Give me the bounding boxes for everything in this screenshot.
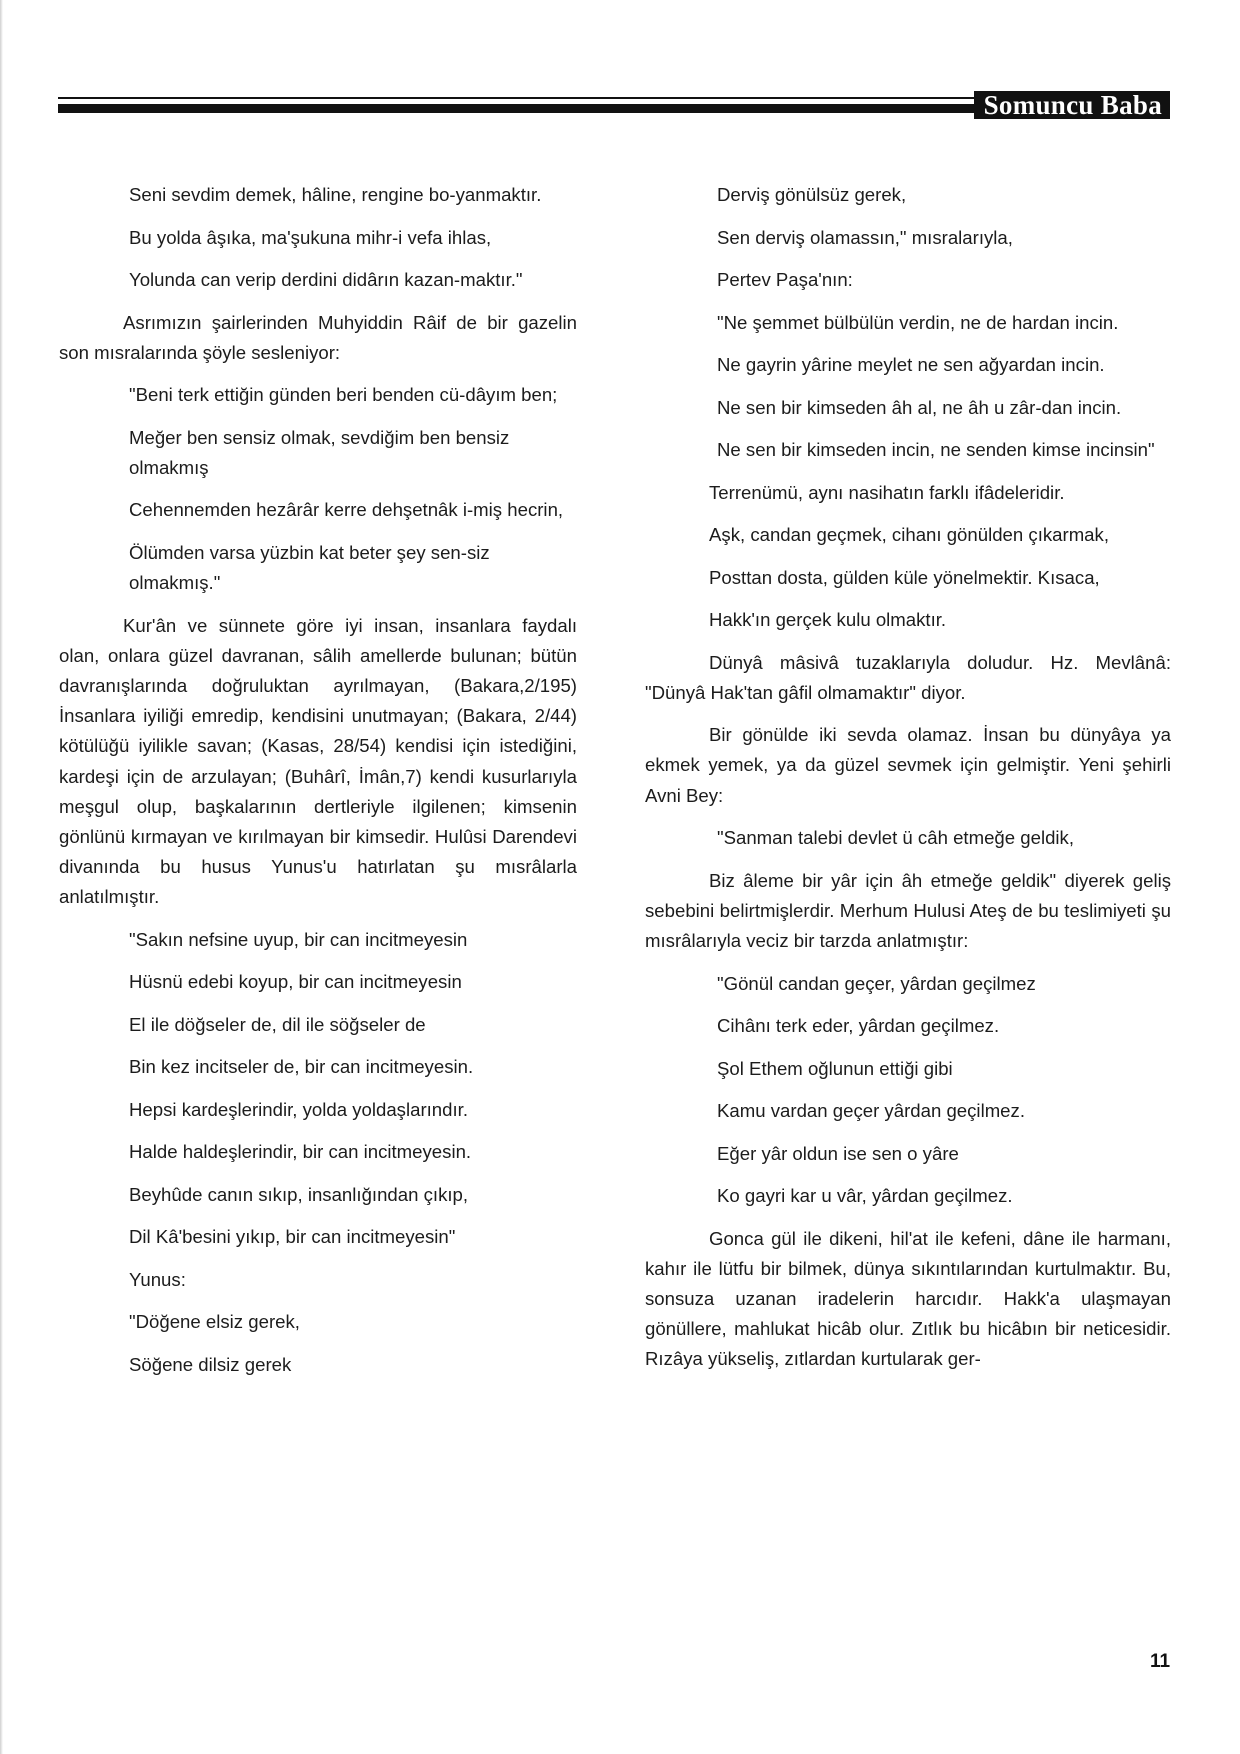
verse-line: Meğer ben sensiz olmak, sevdiğim ben bensiz olmakmış (129, 426, 510, 478)
verse-line: Ölümden varsa yüzbin kat beter şey sen-siz olmakmış." (129, 541, 490, 594)
paragraph: Posttan dosta, gülden küle yönelmektir. Kısaca, (709, 566, 1100, 588)
verse-line: Sen derviş olamassın," mısralarıyla, (717, 226, 1013, 248)
paragraph: Biz âleme bir yâr için âh etmeğe geldik" diyerek geliş sebebini belirtmişlerdir. Merhum Hulusi Ateş de bu teslimiyeti şu mısrâlarıyla veciz bir tarzda anlatmıştır: (645, 869, 1171, 952)
verse-line: Yunus: (129, 1268, 186, 1290)
verse-line: Ne sen bir kimseden incin, ne senden kimse incinsin" (717, 439, 1155, 460)
paragraph: Kur'ân ve sünnete göre iyi insan, insanlara faydalı olan, onlara güzel davranan, sâlih amellerde bulunan; bütün davranışlarında doğruluktan ayrılmayan, (Bakara,2/195) İnsanlara iyiliği emredip, kendisini unutmayan; (Bakara, 2/44) kötülüğü iyilikle savan; (Kasas, 28/54) kendisi için istediğini, kardeşi için de arzulayan; (Buhârî, İmân,7) kendi kusurlarıyla meşgul olup, başkalarının dertleriyle ilgilenen; kimsenin gönlünü kırmayan ve kırılmayan bir kimsedir. Hulûsi Darendevi divanında bu husus Yunus'u hatırlatan şu mısrâlarla anlatılmıştır. (59, 614, 577, 908)
verse-line: "Sanman talebi devlet ü câh etmeğe geldik, (717, 827, 1075, 849)
verse-line: Bin kez incitseler de, bir can incitmeyesin. (129, 1056, 474, 1078)
verse-line: Dil Kâ'besini yıkıp, bir can incitmeyesin" (129, 1226, 456, 1248)
verse-line: Derviş gönülsüz gerek, (717, 184, 907, 205)
paragraph: Bir gönülde iki sevda olamaz. İnsan bu dünyâya ya ekmek yemek, ya da güzel sevmek için gelmiştir. Yeni şehirli Avni Bey: (645, 724, 1171, 806)
verse-line: Cihânı terk eder, yârdan geçilmez. (717, 1015, 1000, 1037)
header-rule (58, 91, 1170, 119)
verse-line: Yolunda can verip derdini didârın kazan-maktır." (129, 269, 523, 290)
verse-line: Kamu vardan geçer yârdan geçilmez. (717, 1100, 1025, 1122)
verse-line: Cehennemden hezârâr kerre dehşetnâk i-miş hecrin, (129, 499, 564, 521)
verse-line: Bu yolda âşıka, ma'şukuna mihr-i vefa ihlas, (129, 226, 492, 248)
verse-line: Hepsi kardeşlerindir, yolda yoldaşlarındır. (129, 1098, 468, 1120)
paragraph: Dünyâ mâsivâ tuzaklarıyla doludur. Hz. Mevlânâ: "Dünyâ Hak'tan gâfil olmamaktır" diyor. (645, 651, 1171, 703)
paragraph: Terrenümü, aynı nasihatın farklı ifâdeleridir. (709, 481, 1065, 503)
verse-line: Pertev Paşa'nın: (717, 269, 853, 290)
verse-line: Seni sevdim demek, hâline, rengine bo-yanmaktır. (129, 184, 542, 205)
paragraph: Aşk, candan geçmek, cihanı gönülden çıkarmak, (709, 524, 1109, 545)
page-number: 11 (1150, 1651, 1171, 1672)
page-edge-shadow (0, 0, 3, 1754)
paragraph: Hakk'ın gerçek kulu olmaktır. (709, 609, 947, 630)
verse-line: "Sakın nefsine uyup, bir can incitmeyesin (129, 928, 468, 950)
paragraph: Asrımızın şairlerinden Muhyiddin Râif de bir gazelin son mısralarında şöyle sesleniyor: (59, 311, 577, 363)
verse-line: "Gönül candan geçer, yârdan geçilmez (717, 972, 1036, 994)
left-column (59, 180, 577, 1392)
verse-line: El ile döğseler de, dil ile söğseler de (129, 1013, 426, 1035)
paragraph: Gonca gül ile dikeni, hil'at ile kefeni, dâne ile harmanı, kahır ile lütfu bir bilmek, dünya sıkıntılarından kurtulmaktır. Bu, sonsuza uzanan iradelerin harcıdır. Hakk'a ulaşmayan gönüllere, mahlukat hicâb olur. Zıtlık bu hicâbın bir neticesidir. Rızâya yükseliş, zıtlardan kurtularak ger- (645, 1227, 1171, 1370)
verse-line: Beyhûde canın sıkıp, insanlığından çıkıp, (129, 1183, 469, 1205)
verse-line: "Ne şemmet bülbülün verdin, ne de hardan incin. (717, 311, 1119, 333)
verse-line: Ko gayri kar u vâr, yârdan geçilmez. (717, 1185, 1013, 1207)
verse-line: Ne sen bir kimseden âh al, ne âh u zâr-dan incin. (717, 396, 1122, 418)
verse-line: "Beni terk ettiğin günden beri benden cü-dâyım ben; (129, 384, 558, 406)
magazine-title: Somuncu Baba (974, 91, 1170, 119)
verse-line: Eğer yâr oldun ise sen o yâre (717, 1142, 959, 1164)
verse-line: Söğene dilsiz gerek (129, 1353, 292, 1375)
verse-line: Hüsnü edebi koyup, bir can incitmeyesin (129, 971, 462, 993)
right-column (645, 180, 1171, 1387)
verse-line: Ne gayrin yârine meylet ne sen ağyardan incin. (717, 354, 1105, 375)
verse-line: Şol Ethem oğlunun ettiği gibi (717, 1057, 953, 1079)
verse-line: Halde haldeşlerindir, bir can incitmeyesin. (129, 1141, 472, 1163)
verse-line: "Döğene elsiz gerek, (129, 1311, 300, 1333)
